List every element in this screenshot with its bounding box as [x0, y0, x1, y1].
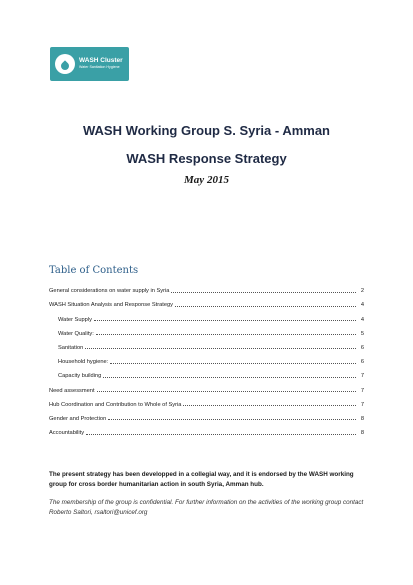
- toc-leader: [110, 363, 356, 364]
- toc-entry-page: 8: [360, 415, 364, 422]
- toc-leader: [86, 434, 356, 435]
- toc-leader: [175, 306, 356, 307]
- toc-heading: Table of Contents: [49, 265, 139, 276]
- toc-entry[interactable]: [49, 422, 364, 436]
- toc-entry-page: 8: [360, 430, 364, 437]
- toc-entry-page: 7: [360, 387, 364, 394]
- toc-entry[interactable]: [49, 365, 364, 379]
- toc-leader: [97, 391, 356, 392]
- toc-entry[interactable]: [49, 308, 364, 322]
- toc-entry[interactable]: [49, 394, 364, 408]
- toc-entry-page: 2: [360, 288, 364, 295]
- toc-entry[interactable]: [49, 408, 364, 422]
- toc-entry-label: General considerations on water supply in Syria: [49, 288, 170, 295]
- toc-leader: [103, 377, 356, 378]
- table-of-contents: [49, 280, 364, 436]
- wash-cluster-logo: [50, 47, 129, 81]
- toc-entry-label: Hub Coordination and Contribution to Whole of Syria: [49, 401, 182, 408]
- toc-entry-label: Water Supply: [58, 316, 92, 323]
- toc-entry-label: Accountability: [49, 430, 85, 437]
- toc-entry[interactable]: [49, 379, 364, 393]
- document-date: May 2015: [184, 174, 229, 186]
- confidentiality-note: The membership of the group is confidential. For further information on the activities of the working group contact Roberto Saltori, rsaltori@unicef.org: [49, 499, 364, 516]
- water-drop-icon: [55, 54, 75, 74]
- toc-leader: [85, 348, 356, 349]
- toc-entry-label: Sanitation: [58, 344, 84, 351]
- toc-leader: [94, 320, 356, 321]
- toc-entry-page: 7: [360, 373, 364, 380]
- logo-title: WASH Cluster: [79, 57, 123, 65]
- logo-subtitle: Water Sanitation Hygiene: [79, 64, 120, 69]
- toc-entry-label: Need assessment: [49, 387, 95, 394]
- toc-entry-label: Gender and Protection: [49, 415, 107, 422]
- toc-leader: [96, 334, 356, 335]
- document-subtitle: WASH Response Strategy: [126, 151, 287, 166]
- toc-entry[interactable]: [49, 351, 364, 365]
- toc-entry-label: Household hygiene:: [58, 359, 109, 366]
- toc-entry-label: Capacity building: [58, 373, 102, 380]
- toc-leader: [108, 419, 356, 420]
- toc-entry-page: 6: [360, 359, 364, 366]
- toc-entry-page: 5: [360, 330, 364, 337]
- toc-entry[interactable]: [49, 280, 364, 294]
- toc-entry-label: Water Quality:: [58, 330, 94, 337]
- endorsement-statement: The present strategy has been developped in a collegial way, and it is endorsed by the WASH working group for cross border humanitarian action in south Syria, Amman hub.: [49, 471, 354, 488]
- toc-leader: [171, 292, 356, 293]
- toc-entry-page: 4: [360, 316, 364, 323]
- document-title: WASH Working Group S. Syria - Amman: [82, 123, 331, 138]
- toc-entry-page: 7: [360, 401, 364, 408]
- toc-entry-page: 6: [360, 344, 364, 351]
- toc-entry[interactable]: [49, 294, 364, 308]
- toc-entry-page: 4: [360, 302, 364, 309]
- toc-entry[interactable]: [49, 337, 364, 351]
- toc-entry-label: WASH Situation Analysis and Response Strategy: [49, 302, 174, 309]
- toc-entry[interactable]: [49, 323, 364, 337]
- toc-leader: [183, 405, 356, 406]
